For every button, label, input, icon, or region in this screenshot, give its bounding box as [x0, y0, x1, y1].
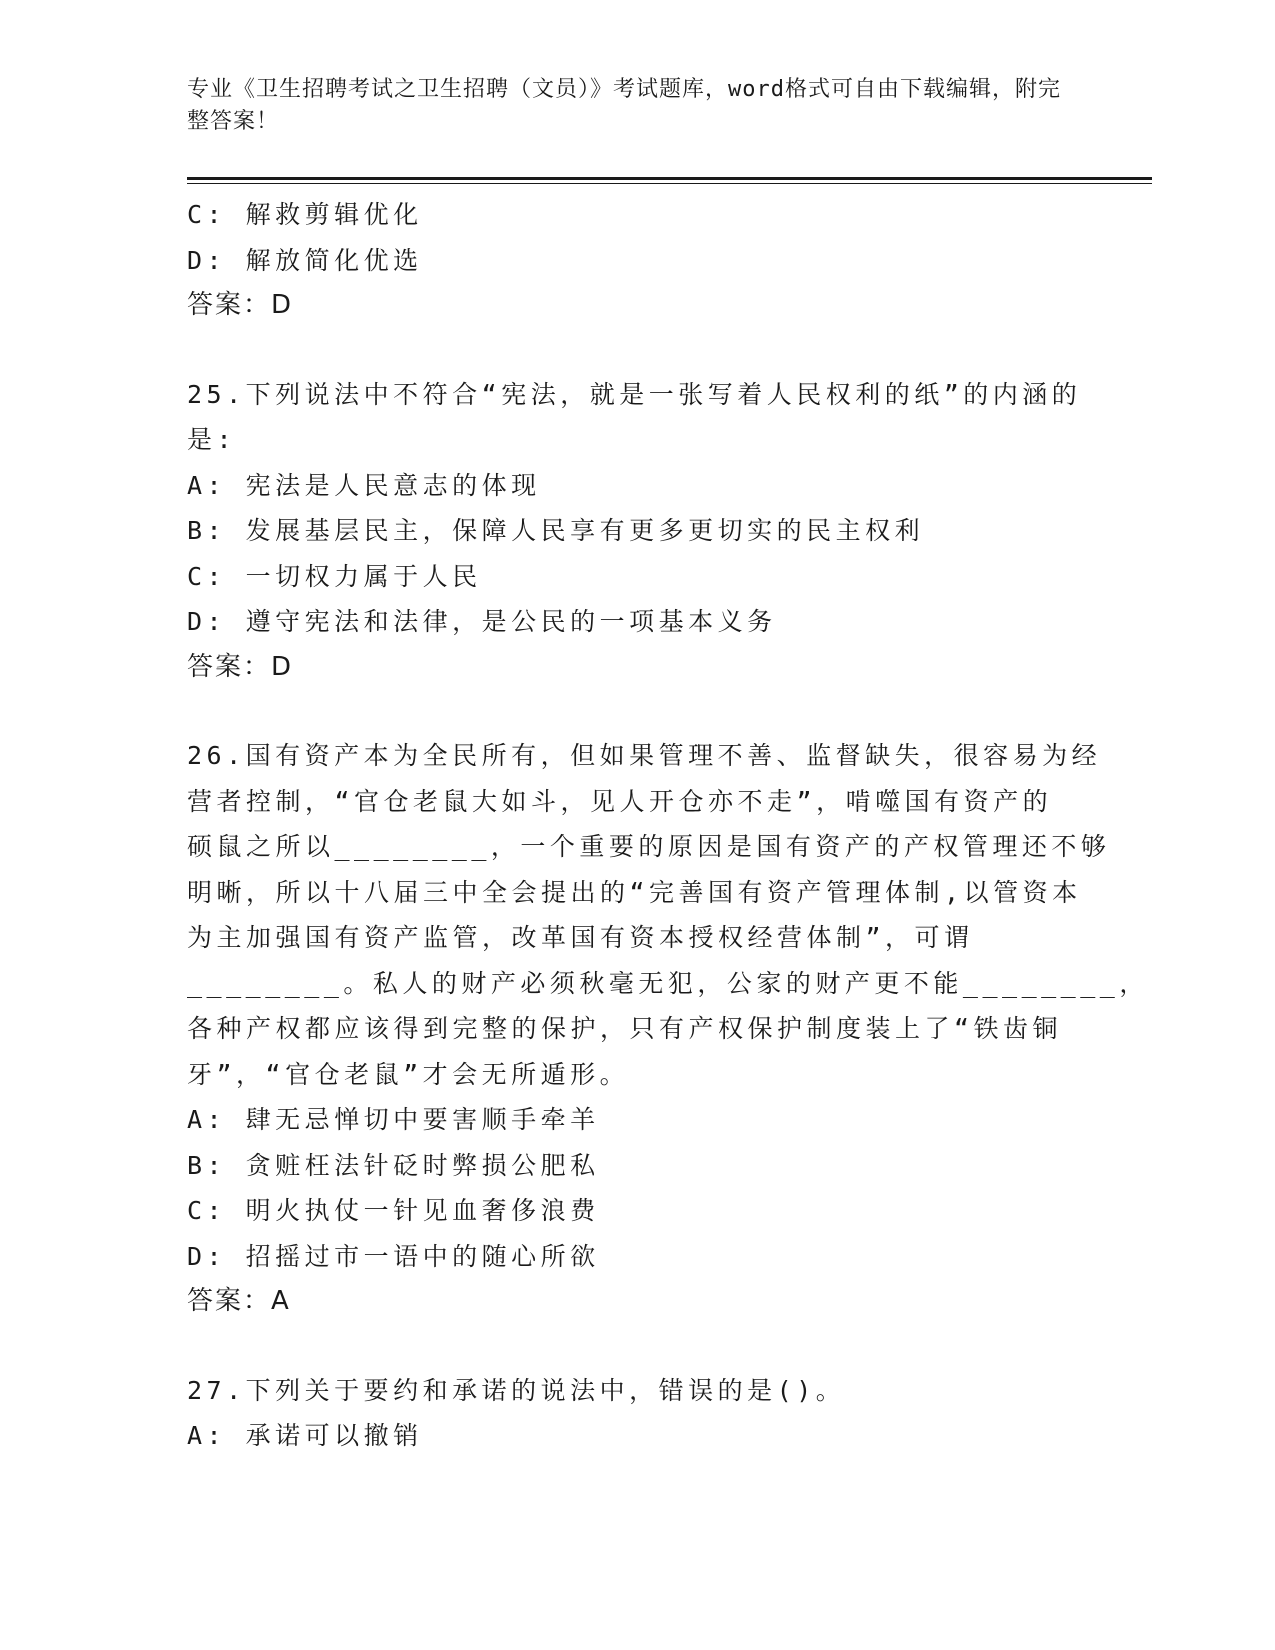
q26-stem-line-8: 牙”，“官仓老鼠”才会无所遁形。 [187, 1059, 630, 1089]
q26-stem-line-7: 各种产权都应该得到完整的保护，只有产权保护制度装上了“铁齿铜 [187, 1014, 1063, 1043]
question-25 [187, 372, 1087, 691]
q26-option-a: A: 肆无忌惮切中要害顺手牵羊 [187, 1105, 600, 1134]
question-24 [187, 192, 1087, 329]
q27-option-a: A: 承诺可以撤销 [187, 1421, 423, 1450]
q26-answer: 答案：A [187, 1286, 291, 1316]
q27-stem: 27.下列关于要约和承诺的说法中，错误的是()。 [187, 1375, 846, 1405]
question-27 [187, 1368, 1087, 1459]
q26-stem-line-5: 为主加强国有资产监管，改革国有资本授权经营体制”，可谓 [187, 923, 974, 952]
q26-stem-line-1: 26.国有资产本为全民所有，但如果管理不善、监督缺失，很容易为经 [187, 741, 1102, 770]
q25-stem-line-1: 25.下列说法中不符合“宪法，就是一张写着人民权利的纸”的内涵的 [187, 379, 1082, 409]
q26-option-b: B: 贪赃枉法针砭时弊损公肥私 [187, 1150, 600, 1180]
q24-answer: 答案：D [187, 290, 294, 320]
q25-option-d: D: 遵守宪法和法律，是公民的一项基本义务 [187, 607, 777, 636]
q26-stem-line-2: 营者控制，“官仓老鼠大如斗，见人开仓亦不走”，啃噬国有资产的 [187, 786, 1053, 816]
q25-option-a: A: 宪法是人民意志的体现 [187, 470, 541, 500]
q26-stem-line-6: ________。私人的财产必须秋毫无犯，公家的财产更不能________， [187, 968, 1149, 998]
q26-stem-line-3: 硕鼠之所以________，一个重要的原因是国有资产的产权管理还不够 [187, 832, 1111, 861]
document-content [187, 192, 1149, 1459]
q26-stem-line-4: 明晰，所以十八届三中全会提出的“完善国有资产管理体制,以管资本 [187, 877, 1082, 907]
question-26 [187, 733, 1149, 1325]
header-rule-thin [187, 183, 1152, 184]
q26-option-d: D: 招摇过市一语中的随心所欲 [187, 1241, 600, 1271]
header-rule-thick [187, 177, 1152, 180]
document-header: 专业《卫生招聘考试之卫生招聘（文员）》考试题库，word格式可自由下载编辑，附完整答案！ [187, 77, 1061, 134]
q25-answer: 答案：D [187, 651, 294, 682]
q24-option-d: D: 解放简化优选 [187, 245, 423, 275]
q24-option-c: C: 解救剪辑优化 [187, 200, 423, 229]
q25-option-c: C: 一切权力属于人民 [187, 561, 482, 591]
q26-option-c: C: 明火执仗一针见血奢侈浪费 [187, 1196, 600, 1225]
q25-option-b: B: 发展基层民主，保障人民享有更多更切实的民主权利 [187, 516, 925, 545]
q25-stem-line-2: 是: [187, 425, 237, 454]
